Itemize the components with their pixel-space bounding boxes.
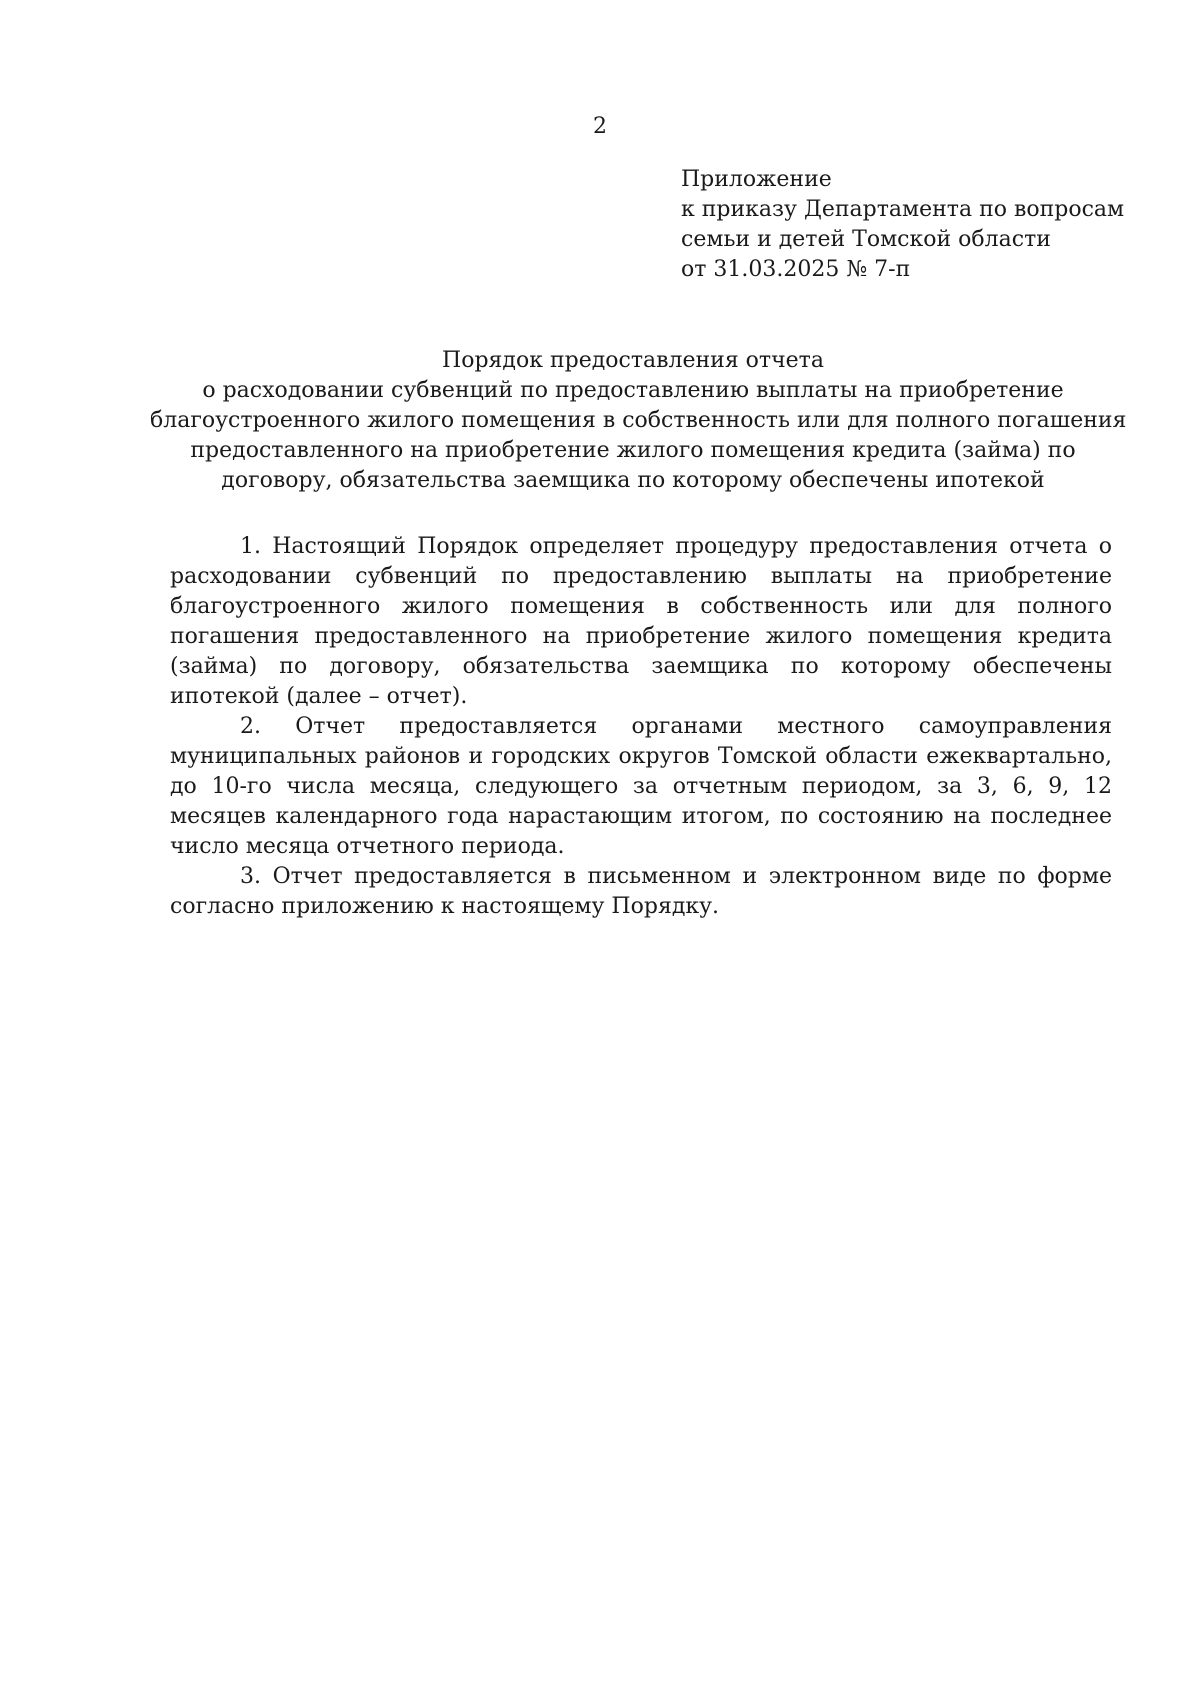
page-number: 2 (593, 114, 607, 139)
appendix-date-number: от 31.03.2025 № 7-п (681, 257, 911, 282)
title-line-3: благоустроенного жилого помещения в собственность или для полного погашения (150, 408, 1127, 433)
paragraph-2: 2. Отчет предоставляется органами местного самоуправления муниципальных районов и городских округов Томской области ежеквартально, до 10-го числа месяца, следующего за отчетным периодом, за 3, 6, 9, 12 месяцев календарного года нарастающим итогом, по состоянию на последнее число месяца отчетного периода. (170, 714, 1112, 859)
appendix-label: Приложение (681, 167, 832, 192)
title-line-2: о расходовании субвенций по предоставлению выплаты на приобретение (202, 378, 1064, 403)
title-line-5: договору, обязательства заемщика по которому обеспечены ипотекой (221, 468, 1045, 493)
document-body (170, 532, 1112, 922)
title-line-4: предоставленного на приобретение жилого помещения кредита (займа) по (190, 438, 1076, 463)
document-title (150, 346, 1127, 496)
title-line-1: Порядок предоставления отчета (442, 348, 824, 373)
paragraph-3: 3. Отчет предоставляется в письменном и электронном виде по форме согласно приложению к настоящему Порядку. (170, 864, 1112, 919)
paragraph-1: 1. Настоящий Порядок определяет процедуру предоставления отчета о расходовании субвенций по предоставлению выплаты на приобретение благоустроенного жилого помещения в собственность или для полного погашения предоставленного на приобретение жилого помещения кредита (займа) по договору, обязательства заемщика по которому обеспечены ипотекой (далее – отчет). (170, 534, 1112, 709)
appendix-header (681, 165, 1161, 285)
appendix-order-ref: к приказу Департамента по вопросам (681, 197, 1125, 222)
appendix-department: семьи и детей Томской области (681, 227, 1051, 252)
